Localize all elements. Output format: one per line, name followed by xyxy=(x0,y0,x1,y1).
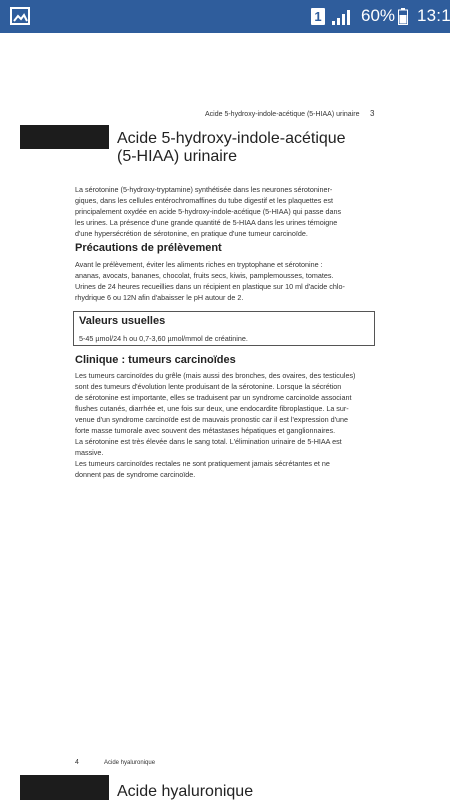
title-line-2: (5-HIAA) urinaire xyxy=(117,148,238,165)
text-line: donnent pas de syndrome carcinoïde. xyxy=(75,470,196,479)
text-line: Avant le prélèvement, éviter les aliments riches en tryptophane et sérotonine : xyxy=(75,260,323,269)
text-line: principalement oxydée en acide 5-hydroxy-indole-acétique (5-HIAA) qui passe dans xyxy=(75,207,342,216)
text-line: Les tumeurs carcinoïdes du grêle (mais aussi des bronches, des ovaires, des testicules) xyxy=(75,371,356,380)
signal-icon xyxy=(331,8,353,26)
page-number-bottom: 4 xyxy=(75,759,79,766)
image-icon xyxy=(10,7,30,25)
clinique-paragraph xyxy=(75,370,374,480)
title-line-1: Acide 5-hydroxy-indole-acétique xyxy=(117,130,346,147)
text-line: de sérotonine est importante, elles se traduisent par un syndrome carcinoïde associant xyxy=(75,393,352,402)
text-line: rhydrique 6 ou 12N afin d'abaisser le pH autour de 2. xyxy=(75,293,244,302)
text-line: les urines. La présence d'une grande quantité de 5-HIAA dans les urines témoigne xyxy=(75,218,338,227)
text-line: La sérotonine (5-hydroxy-tryptamine) synthétisée dans les neurones sérotoniner- xyxy=(75,185,333,194)
text-line: venue d'un syndrome carcinoïde est de mauvais pronostic car il est l'expression d'une xyxy=(75,415,348,424)
pdf-page-view[interactable] xyxy=(0,33,450,800)
text-line: ananas, avocats, bananes, chocolat, fruits secs, kiwis, pamplemousses, tomates. xyxy=(75,271,334,280)
text-line: sont des tumeurs d'évolution lente produisant de la sérotonine. Lorsque la sécrétion xyxy=(75,382,342,391)
page-title xyxy=(117,130,346,166)
text-line: La sérotonine est très élevée dans le sang total. L'élimination urinaire de 5-HIAA est xyxy=(75,437,342,446)
precautions-paragraph xyxy=(75,259,374,303)
text-line: Urines de 24 heures recueillies dans un récipient en plastique sur 10 ml d'acide chlo- xyxy=(75,282,345,291)
text-line: Les tumeurs carcinoïdes rectales ne sont pratiquement jamais sécrétantes et ne xyxy=(75,459,330,468)
next-page-title: Acide hyaluronique xyxy=(117,783,254,800)
intro-paragraph xyxy=(75,184,374,239)
text-line: giques, dans les cellules entérochromaffines du tube digestif et les plaquettes est xyxy=(75,196,333,205)
precautions-heading: Précautions de prélèvement xyxy=(75,242,222,254)
section-tab-marker-bottom xyxy=(20,775,109,800)
valeurs-heading: Valeurs usuelles xyxy=(79,315,166,327)
status-bar xyxy=(0,0,461,33)
sim-badge: 1 xyxy=(311,8,325,25)
page-number: 3 xyxy=(370,109,375,118)
text-line: massive. xyxy=(75,448,104,457)
battery-icon xyxy=(398,8,408,25)
battery-percent: 60% xyxy=(361,6,396,25)
section-tab-marker xyxy=(20,125,109,149)
text-line: flushes cutanés, diarrhée et, une fois sur deux, une endocardite fibroplastique. La sur- xyxy=(75,404,349,413)
running-head-bottom: Acide hyaluronique xyxy=(104,760,156,766)
clock: 13:15 xyxy=(417,6,461,25)
valeurs-usuelles-box xyxy=(73,311,375,346)
clinique-heading: Clinique : tumeurs carcinoïdes xyxy=(75,354,236,366)
text-line: forte masse tumorale avec souvent des métastases hépatiques et ganglionnaires. xyxy=(75,426,336,435)
valeurs-text: 5-45 µmol/24 h ou 0,7-3,60 µmol/mmol de créatinine. xyxy=(79,334,248,343)
running-head: Acide 5-hydroxy-indole-acétique (5-HIAA) urinaire xyxy=(205,111,360,118)
text-line: d'une hypersécrétion de sérotonine, en pratique d'une tumeur carcinoïde. xyxy=(75,229,308,238)
